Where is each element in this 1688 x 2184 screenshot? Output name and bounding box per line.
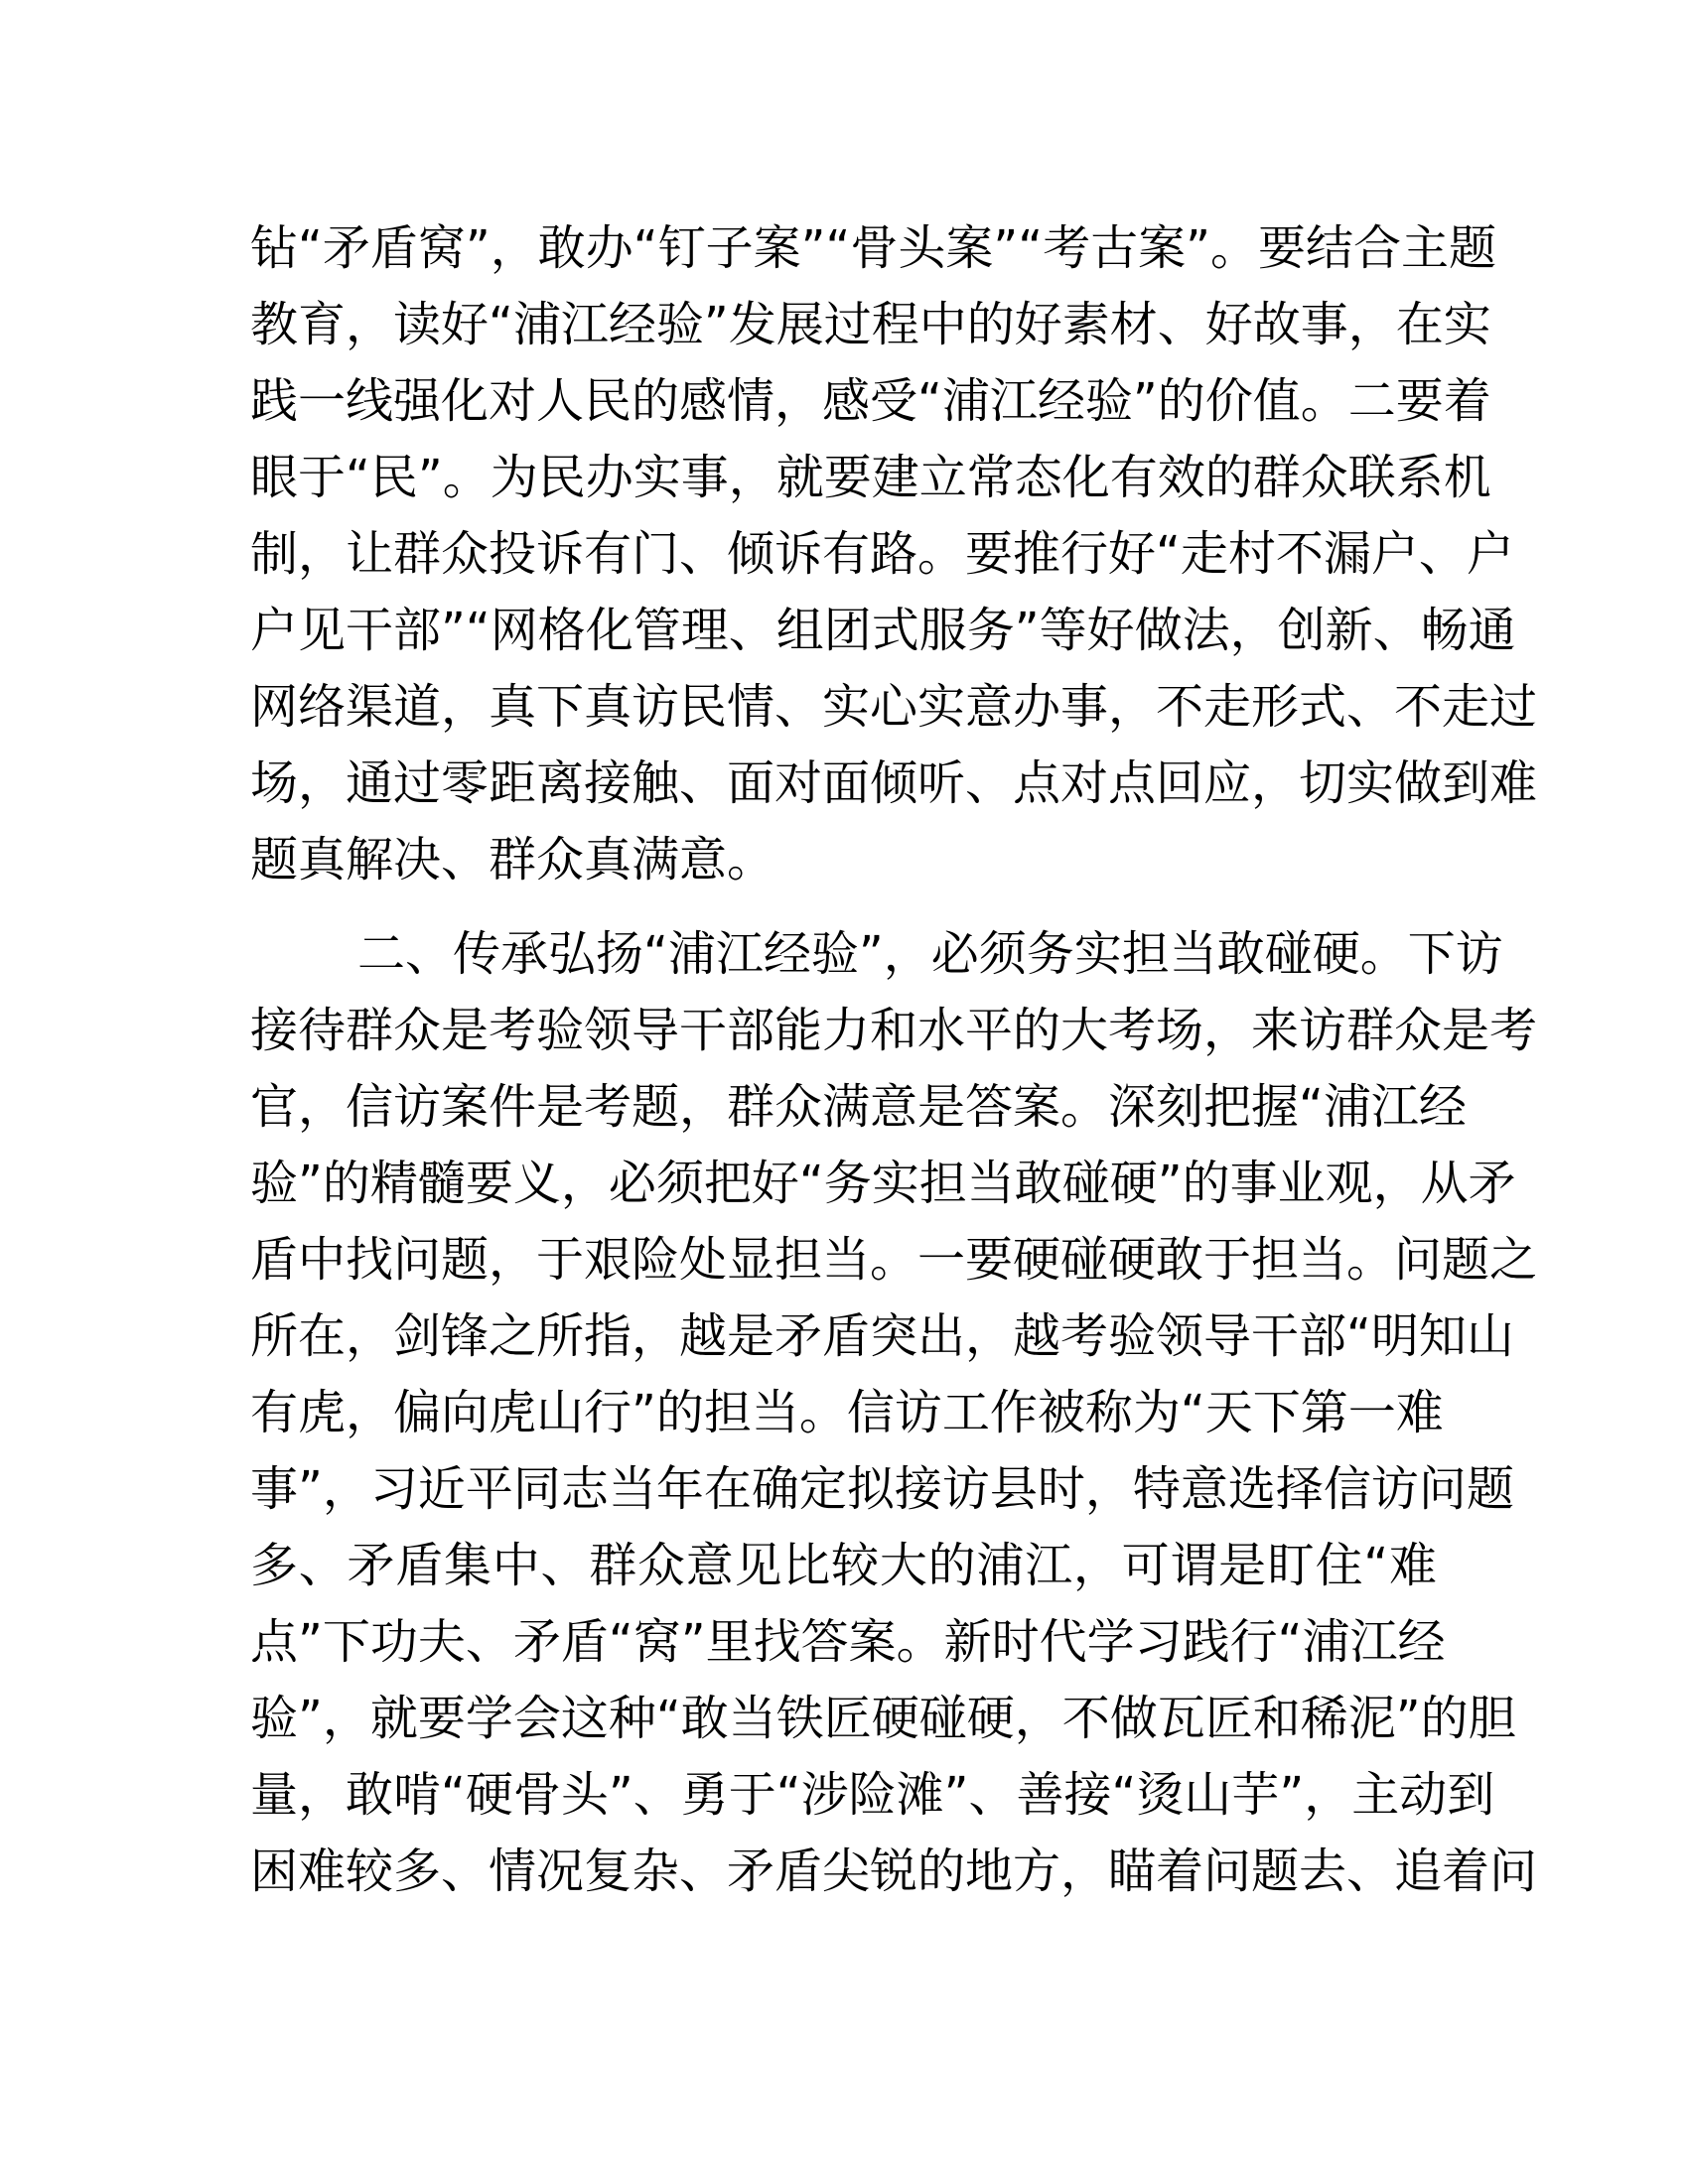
text-line: 接待群众是考验领导干部能力和水平的大考场，来访群众是考 <box>250 1003 1538 1058</box>
text-line: 困难较多、情况复杂、矛盾尖锐的地方，瞄着问题去、追着问 <box>250 1843 1538 1899</box>
text-line: 践一线强化对人民的感情，感受“浦江经验”的价值。二要着 <box>250 373 1491 429</box>
text-line: 验”，就要学会这种“敢当铁匠硬碰硬，不做瓦匠和稀泥”的胆 <box>250 1691 1516 1746</box>
paragraph-1 <box>250 210 1538 898</box>
text-line: 点”下功夫、矛盾“窝”里找答案。新时代学习践行“浦江经 <box>250 1614 1446 1670</box>
text-line: 量，敢啃“硬骨头”、勇于“涉险滩”、善接“烫山芋”，主动到 <box>250 1767 1495 1823</box>
paragraph-2 <box>250 916 1538 1910</box>
text-line: 网络渠道，真下真访民情、实心实意办事，不走形式、不走过 <box>250 679 1538 735</box>
text-line: 有虎，偏向虎山行”的担当。信访工作被称为“天下第一难 <box>250 1385 1444 1440</box>
text-line: 制，让群众投诉有门、倾诉有路。要推行好“走村不漏户、户 <box>250 526 1514 582</box>
text-line-indented: 二、传承弘扬“浦江经验”，必须务实担当敢碰硬。下访 <box>357 926 1503 982</box>
text-line: 所在，剑锋之所指，越是矛盾突出，越考验领导干部“明知山 <box>250 1308 1514 1364</box>
text-line: 验”的精髓要义，必须把好“务实担当敢碰硬”的事业观，从矛 <box>250 1156 1516 1211</box>
text-line: 教育，读好“浦江经验”发展过程中的好素材、好故事，在实 <box>250 297 1491 352</box>
text-line: 场，通过零距离接触、面对面倾听、点对点回应，切实做到难 <box>250 755 1538 811</box>
text-line: 盾中找问题，于艰险处显担当。一要硬碰硬敢于担当。问题之 <box>250 1232 1538 1288</box>
body-text <box>250 210 1538 1910</box>
text-line: 事”，习近平同志当年在确定拟接访县时，特意选择信访问题 <box>250 1461 1514 1517</box>
text-line: 题真解决、群众真满意。 <box>250 832 775 887</box>
text-line: 户见干部”“网格化管理、组团式服务”等好做法，创新、畅通 <box>250 603 1516 658</box>
text-line: 钻“矛盾窝”，敢办“钉子案”“骨头案”“考古案”。要结合主题 <box>250 220 1496 276</box>
text-line: 官，信访案件是考题，群众满意是答案。深刻把握“浦江经 <box>250 1079 1467 1135</box>
text-line: 眼于“民”。为民办实事，就要建立常态化有效的群众联系机 <box>250 450 1491 505</box>
paragraph-spacing <box>250 898 1437 916</box>
text-line: 多、矛盾集中、群众意见比较大的浦江，可谓是盯住“难 <box>250 1538 1437 1593</box>
